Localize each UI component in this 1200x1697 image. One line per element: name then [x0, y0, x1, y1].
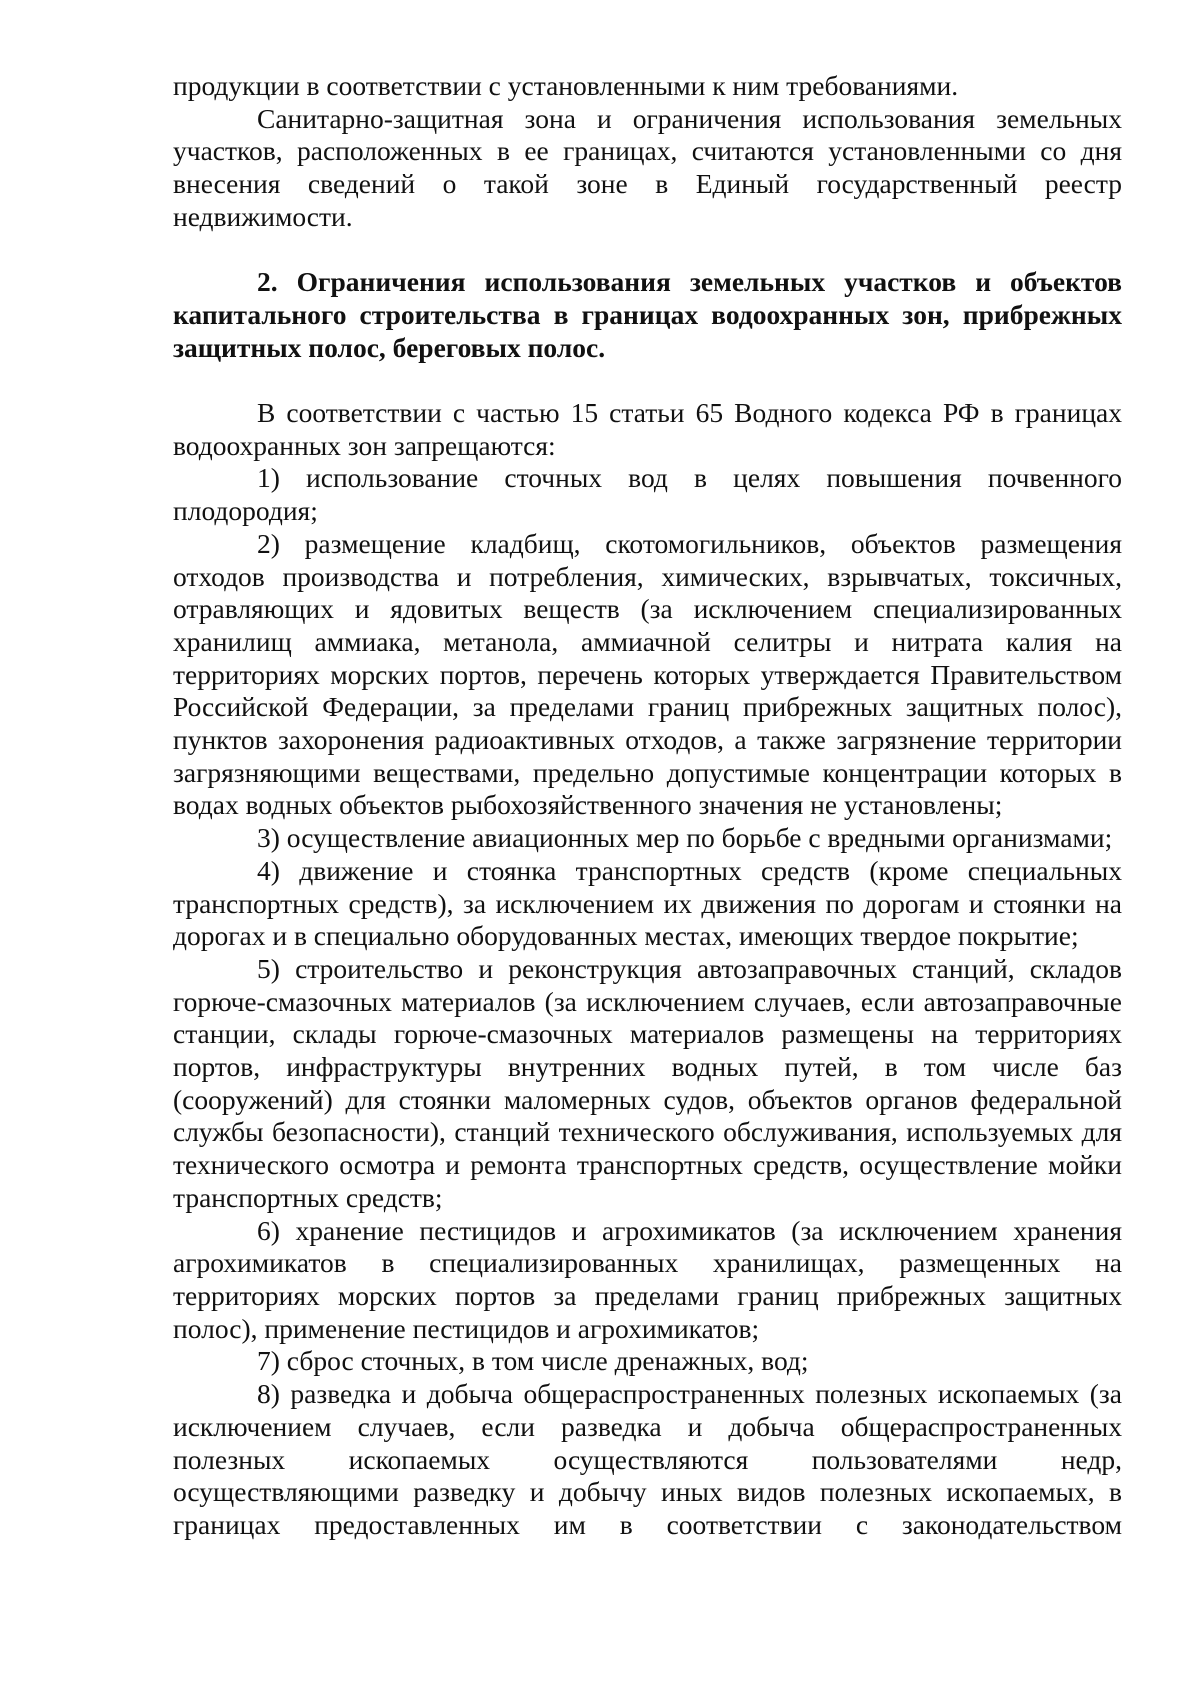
- list-item: 4) движение и стоянка транспортных средств (кроме специальных транспортных средств), за исключением их движения по дорогам и стоянки на дорогах и в специально оборудованных местах, имеющих твердое покрытие;: [173, 854, 1122, 952]
- list-item: 7) сброс сточных, в том числе дренажных, вод;: [257, 1345, 809, 1377]
- continuation-text: продукции в соответствии с установленными к ним требованиями.: [173, 70, 959, 101]
- document-page: [173, 70, 1122, 1542]
- intro-paragraph: В соответствии с частью 15 статьи 65 Водного кодекса РФ в границах водоохранных зон запрещаются:: [173, 397, 1122, 461]
- list-item: 5) строительство и реконструкция автозаправочных станций, складов горюче-смазочных материалов (за исключением случаев, если автозаправочные станции, склады горюче-смазочных материалов размещены на территориях портов, инфраструктуры внутренних водных путей, в том числе баз (сооружений) для стоянки маломерных судов, объектов органов федеральной службы безопасности), станций технического обслуживания, используемых для технического осмотра и ремонта транспортных средств, осуществление мойки транспортных средств;: [173, 952, 1122, 1213]
- list-item: 2) размещение кладбищ, скотомогильников, объектов размещения отходов производства и потребления, химических, взрывчатых, токсичных, отравляющих и ядовитых веществ (за исключением специализированных хранилищ аммиака, метанола, аммиачной селитры и нитрата калия на территориях морских портов, перечень которых утверждается Правительством Российской Федерации, за пределами границ прибрежных защитных полос), пунктов захоронения радиоактивных отходов, а также загрязнение территории загрязняющими веществами, предельно допустимые концентрации которых в водах водных объектов рыбохозяйственного значения не установлены;: [173, 527, 1122, 821]
- list-item: 8) разведка и добыча общераспространенных полезных ископаемых (за исключением случаев, если разведка и добыча общераспространенных полезных ископаемых осуществляются пользователями недр, осуществляющими разведку и добычу иных видов полезных ископаемых, в границах предоставленных им в соответствии с законодательством: [173, 1378, 1122, 1540]
- list-item: 6) хранение пестицидов и агрохимикатов (за исключением хранения агрохимикатов в специализированных хранилищах, размещенных на территориях морских портов за пределами границ прибрежных защитных полос), применение пестицидов и агрохимикатов;: [173, 1214, 1122, 1344]
- section-heading: 2. Ограничения использования земельных участков и объектов капитального строительства в границах водоохранных зон, прибрежных защитных полос, береговых полос.: [173, 266, 1122, 363]
- list-item: 1) использование сточных вод в целях повышения почвенного плодородия;: [173, 462, 1122, 527]
- sanitary-zone-paragraph: Санитарно-защитная зона и ограничения использования земельных участков, расположенных в ее границах, считаются установленными со дня внесения сведений о такой зоне в Единый государственный реестр недвижимости.: [173, 102, 1122, 232]
- list-item: 3) осуществление авиационных мер по борьбе с вредными организмами;: [257, 822, 1113, 854]
